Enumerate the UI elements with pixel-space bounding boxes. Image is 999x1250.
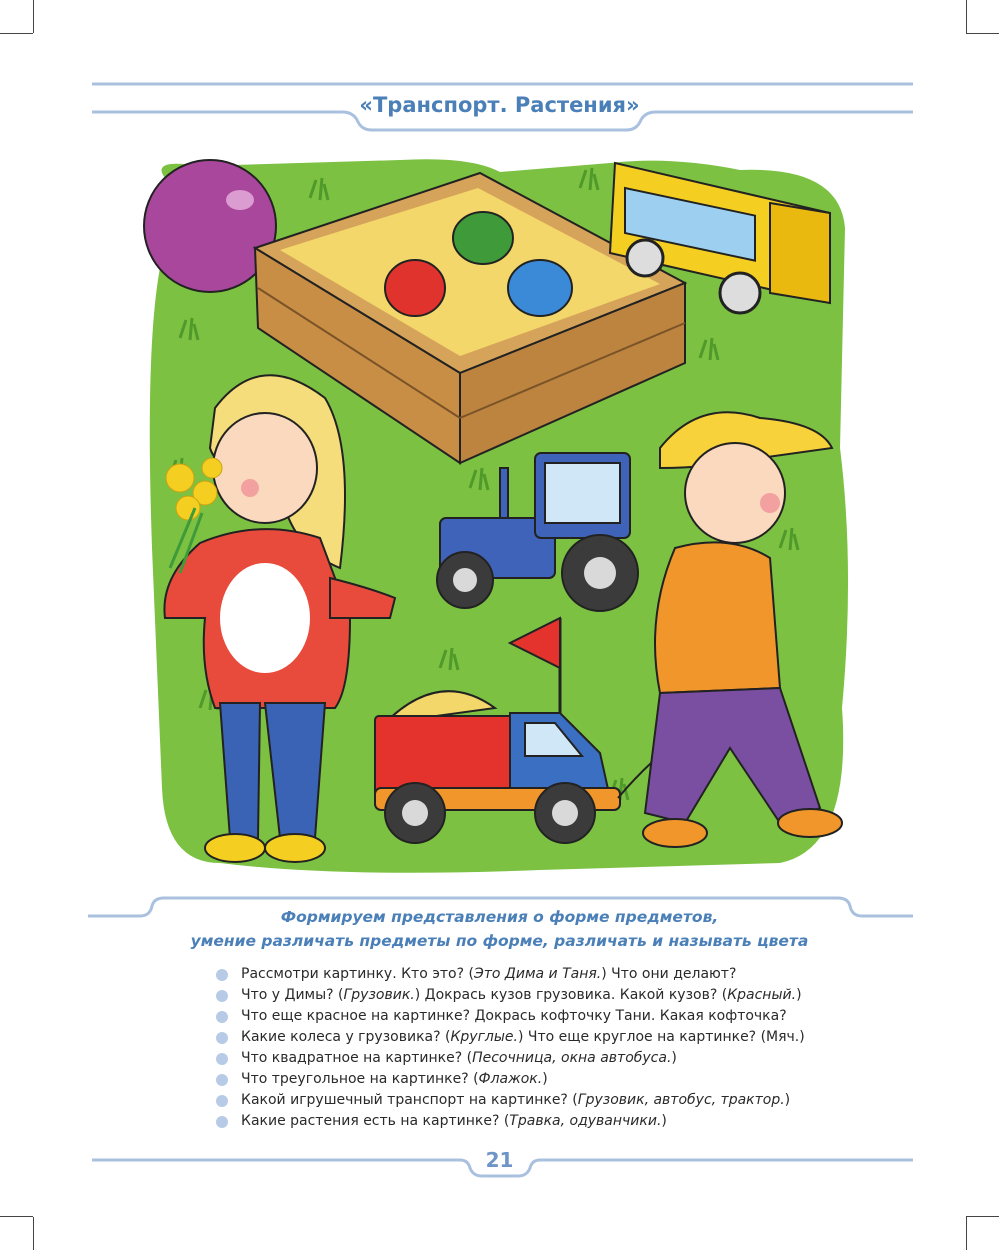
list-item: Какой игрушечный транспорт на картинке? (Грузовик, автобус, трактор.) <box>216 1090 836 1111</box>
bullet-icon <box>216 1032 228 1044</box>
bullet-icon <box>216 1095 228 1107</box>
list-item: Какие растения есть на картинке? (Травка, одуванчики.) <box>216 1111 836 1132</box>
section-heading-line1: Формируем представления о форме предметов, <box>280 908 719 926</box>
list-item: Что квадратное на картинке? (Песочница, окна автобуса.) <box>216 1048 836 1069</box>
bullet-icon <box>216 1011 228 1023</box>
bullet-icon <box>216 1116 228 1128</box>
bullet-icon <box>216 990 228 1002</box>
crop-mark <box>33 1217 34 1250</box>
crop-mark <box>0 1216 33 1217</box>
questions-list <box>216 964 836 1132</box>
illustration <box>140 148 860 878</box>
list-item: Что треугольное на картинке? (Флажок.) <box>216 1069 836 1090</box>
section-heading-line2: умение различать предметы по форме, различать и называть цвета <box>190 932 809 950</box>
list-item: Какие колеса у грузовика? (Круглые.) Что еще круглое на картинке? (Мяч.) <box>216 1027 836 1048</box>
page-header <box>0 0 999 150</box>
page-title: «Транспорт. Растения» <box>359 93 640 117</box>
bullet-icon <box>216 1074 228 1086</box>
crop-mark <box>966 1217 967 1250</box>
bullet-icon <box>216 1053 228 1065</box>
crop-mark <box>966 1216 999 1217</box>
page-number: 21 <box>485 1148 514 1172</box>
list-item: Рассмотри картинку. Кто это? (Это Дима и Таня.) Что они делают? <box>216 964 836 985</box>
bullet-icon <box>216 969 228 981</box>
header-rules <box>0 0 999 150</box>
list-item: Что у Димы? (Грузовик.) Докрась кузов грузовика. Какой кузов? (Красный.) <box>216 985 836 1006</box>
list-item: Что еще красное на картинке? Докрась кофточку Тани. Какая кофточка? <box>216 1006 836 1027</box>
